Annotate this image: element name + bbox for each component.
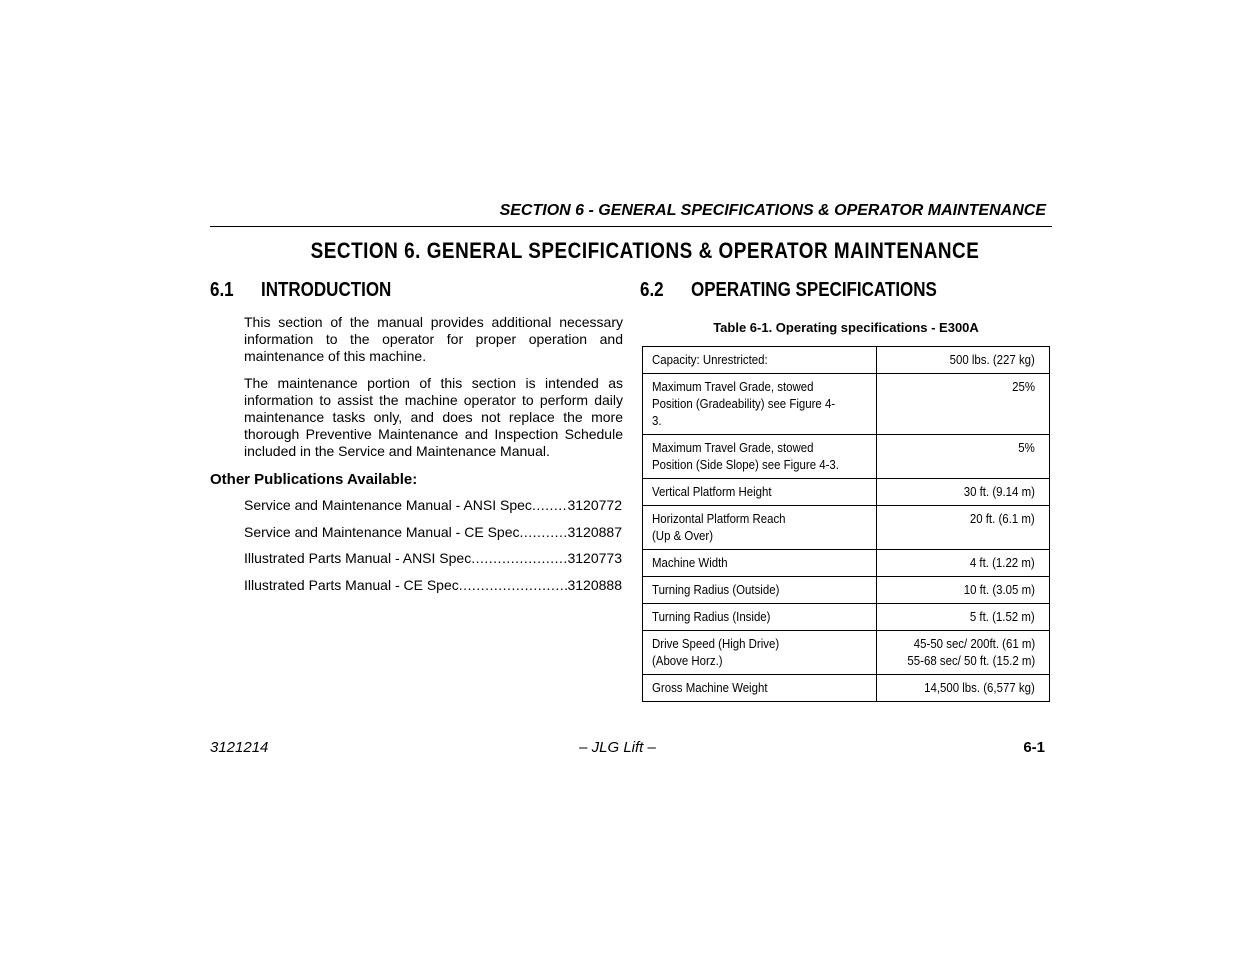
spec-label: Machine Width [643, 550, 877, 577]
operating-specs-heading-number: 6.2 [640, 279, 664, 301]
table-row [643, 435, 1050, 479]
table-row [643, 506, 1050, 550]
intro-heading-number: 6.1 [210, 279, 234, 301]
spec-label: Horizontal Platform Reach (Up & Over) [643, 506, 877, 550]
dot-leader [459, 577, 568, 594]
dot-leader [532, 497, 568, 514]
publication-name: Service and Maintenance Manual - ANSI Spec [244, 497, 532, 513]
table-row [643, 604, 1050, 631]
publication-item [244, 550, 622, 567]
publications-heading: Other Publications Available: [210, 471, 418, 488]
publication-number: 3120773 [567, 550, 622, 566]
spec-value: 5 ft. (1.52 m) [877, 604, 1050, 631]
publication-item [244, 524, 622, 541]
publication-number: 3120888 [567, 577, 622, 593]
spec-value: 10 ft. (3.05 m) [877, 577, 1050, 604]
table-caption: Table 6-1. Operating specifications - E300A [713, 320, 979, 335]
spec-label: Gross Machine Weight [643, 675, 877, 702]
header-rule [210, 226, 1052, 227]
publication-item [244, 497, 622, 514]
table-row [643, 675, 1050, 702]
publication-name: Illustrated Parts Manual - CE Spec [244, 577, 459, 593]
spec-value: 14,500 lbs. (6,577 kg) [877, 675, 1050, 702]
spec-value: 30 ft. (9.14 m) [877, 479, 1050, 506]
spec-value: 45-50 sec/ 200ft. (61 m) 55-68 sec/ 50 ft. (15.2 m) [877, 631, 1050, 675]
publication-number: 3120772 [567, 497, 622, 513]
dot-leader [471, 550, 567, 567]
spec-value: 20 ft. (6.1 m) [877, 506, 1050, 550]
spec-value: 500 lbs. (227 kg) [877, 347, 1050, 374]
spec-value: 5% [877, 435, 1050, 479]
operating-specifications-table [642, 346, 1050, 702]
intro-paragraph-2: The maintenance portion of this section is intended as information to assist the machine operator to perform daily maintenance tasks only, and does not replace the more thorough Preventive Maintenance and Inspection Schedule included in the Service and Maintenance Manual. [244, 375, 623, 459]
spec-label: Vertical Platform Height [643, 479, 877, 506]
footer-brand: – JLG Lift – [579, 739, 656, 756]
publication-item [244, 577, 622, 594]
dot-leader [519, 524, 567, 541]
table-row [643, 347, 1050, 374]
spec-value: 4 ft. (1.22 m) [877, 550, 1050, 577]
table-row [643, 374, 1050, 435]
spec-label: Maximum Travel Grade, stowed Position (Side Slope) see Figure 4-3. [643, 435, 877, 479]
intro-heading [210, 279, 391, 302]
spec-label: Turning Radius (Outside) [643, 577, 877, 604]
section-title: SECTION 6. GENERAL SPECIFICATIONS & OPERATOR MAINTENANCE [310, 238, 980, 263]
operating-specs-heading-title: OPERATING SPECIFICATIONS [691, 279, 937, 301]
operating-specs-heading [640, 279, 937, 302]
spec-label: Capacity: Unrestricted: [643, 347, 877, 374]
table-row [643, 479, 1050, 506]
publication-number: 3120887 [567, 524, 622, 540]
table-row [643, 577, 1050, 604]
spec-label: Maximum Travel Grade, stowed Position (Gradeability) see Figure 4-3. [643, 374, 877, 435]
publication-name: Illustrated Parts Manual - ANSI Spec [244, 550, 472, 566]
footer-doc-number: 3121214 [210, 739, 269, 756]
footer-page-number: 6-1 [1023, 739, 1045, 756]
spec-label: Drive Speed (High Drive) (Above Horz.) [643, 631, 877, 675]
running-header: SECTION 6 - GENERAL SPECIFICATIONS & OPERATOR MAINTENANCE [499, 202, 1046, 219]
table-row [643, 631, 1050, 675]
intro-paragraph-1: This section of the manual provides additional necessary information to the operator for proper operation and maintenance of this machine. [244, 314, 623, 364]
table-row [643, 550, 1050, 577]
publication-name: Service and Maintenance Manual - CE Spec [244, 524, 520, 540]
intro-heading-title: INTRODUCTION [261, 279, 392, 301]
spec-label: Turning Radius (Inside) [643, 604, 877, 631]
spec-value: 25% [877, 374, 1050, 435]
